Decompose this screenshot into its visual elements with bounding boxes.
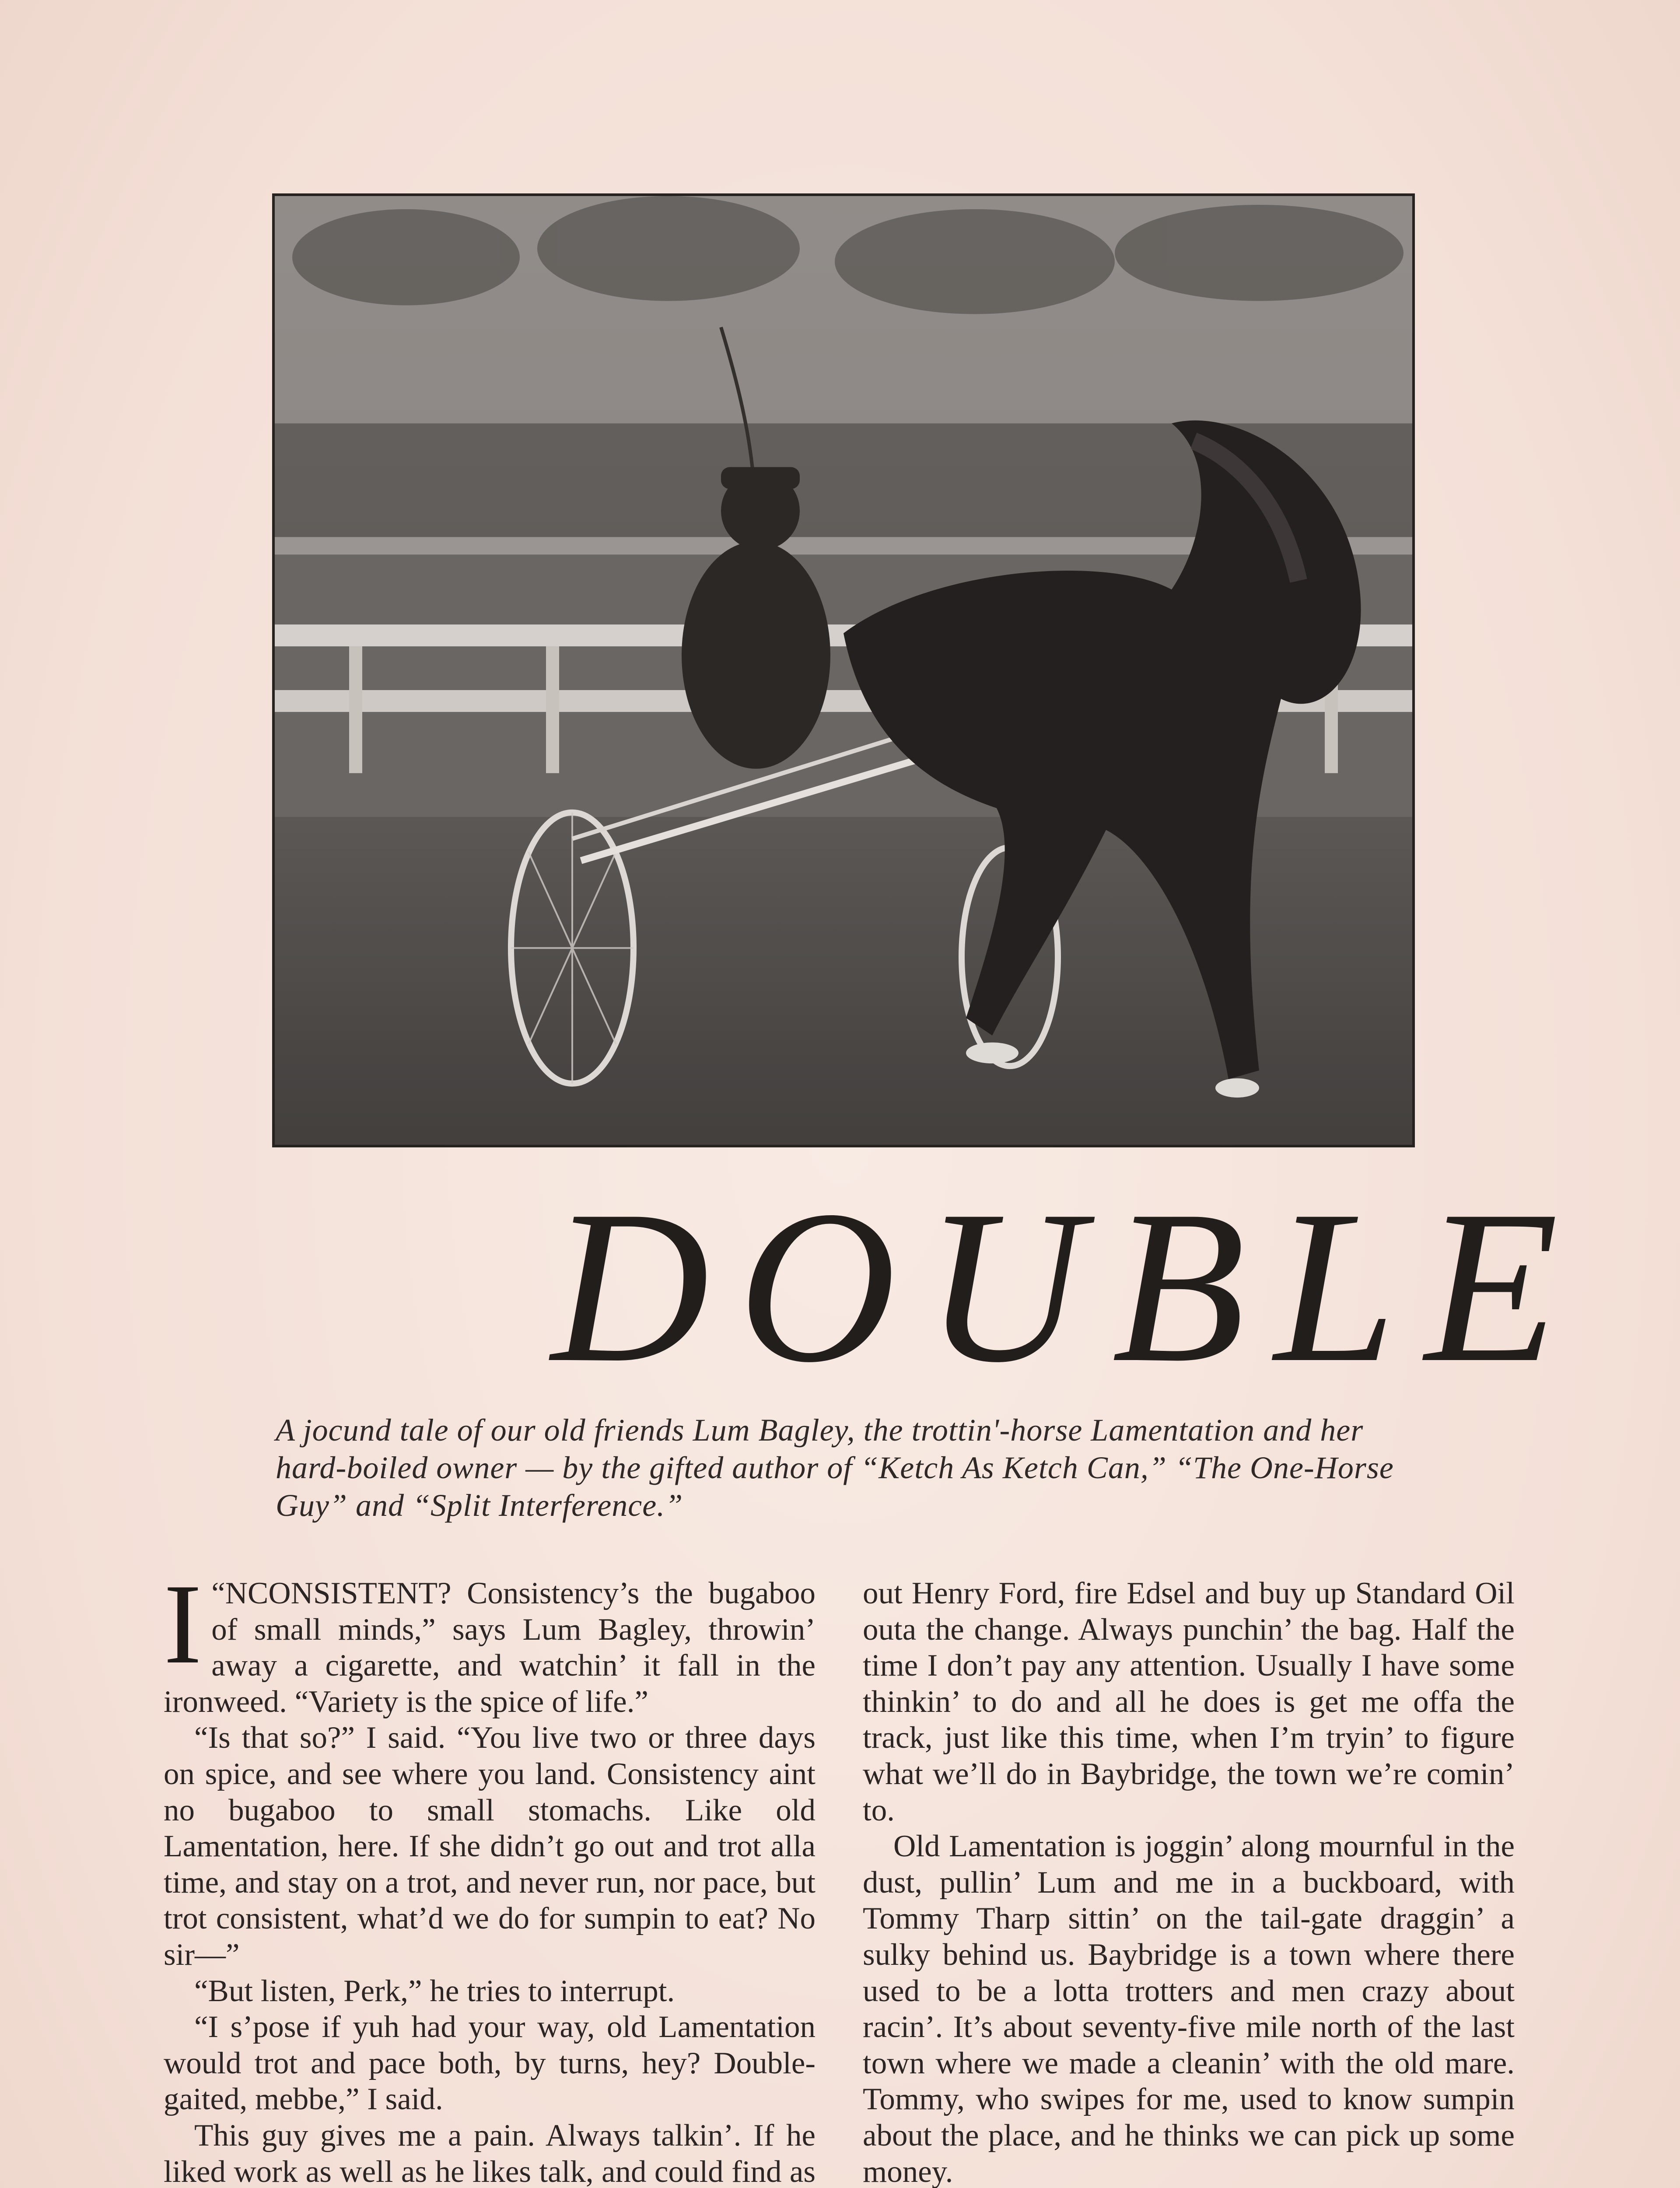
paragraph: “I s’pose if yuh had your way, old Lamentation would trot and pace both, by turns, hey? Double-gaited, mebbe,” I said. bbox=[164, 2010, 816, 2117]
right-column bbox=[863, 1575, 1515, 2188]
harness-racing-photo bbox=[272, 193, 1415, 1147]
opening-paragraph bbox=[164, 1560, 816, 1720]
drop-cap-quote: “ bbox=[211, 1576, 225, 1610]
article-title: DOUBLE bbox=[551, 1165, 1588, 1408]
paragraph: This guy gives me a pain. Always talkin’. If he liked work as well as he likes talk, and could find as bbox=[164, 2118, 816, 2188]
drop-cap: I bbox=[164, 1560, 202, 1687]
paragraph: out Henry Ford, fire Edsel and buy up Standard Oil outa the change. Always punchin’ the bag. Half the time I don’t pay any attention. Usually I have some thinkin’ to do and all he does is get me offa the track, just like this time, when I’m tryin’ to figure what we’ll do in Baybridge, the town we’re comin’ to. bbox=[863, 1576, 1515, 1827]
left-column bbox=[164, 1560, 816, 2188]
article-subtitle: A jocund tale of our old friends Lum Bagley, the trottin'-horse Lamentation and her hard-boiled owner — by the gifted author of “Ketch As Ketch Can,” “The One-Horse Guy” and “Split Interference.” bbox=[276, 1413, 1394, 1523]
photo-illustration bbox=[275, 196, 1412, 1145]
paragraph: “But listen, Perk,” he tries to interrupt. bbox=[194, 1974, 675, 2008]
paragraph: “Is that so?” I said. “You live two or three days on spice, and see where you land. Consistency aint no bugaboo to small stomachs. Like old Lamentation, here. If she didn’t go out and trot alla time, and stay on a trot, and never run, nor pace, but trot consistent, what’d we do for sumpin to eat? No sir—” bbox=[164, 1721, 816, 1972]
opening-paragraph-text: NCONSISTENT? Consistency’s the bugaboo of small minds,” says Lum Bagley, throwin’ away a cigarette, and watchin’ it fall in the ironweed. “Variety is the spice of life.” bbox=[164, 1576, 816, 1719]
paragraph: Old Lamentation is joggin’ along mournful in the dust, pullin’ Lum and me in a buckboard, with Tommy Tharp sittin’ on the tail-gate draggin’ a sulky behind us. Baybridge is a town where there used to be a lotta trotters and men crazy about racin’. It’s about seventy-five mile north of the last town where we made a cleanin’ with the old mare. Tommy, who swipes for me, used to know sumpin about the place, and he thinks we can pick up some money. bbox=[863, 1829, 1515, 2188]
